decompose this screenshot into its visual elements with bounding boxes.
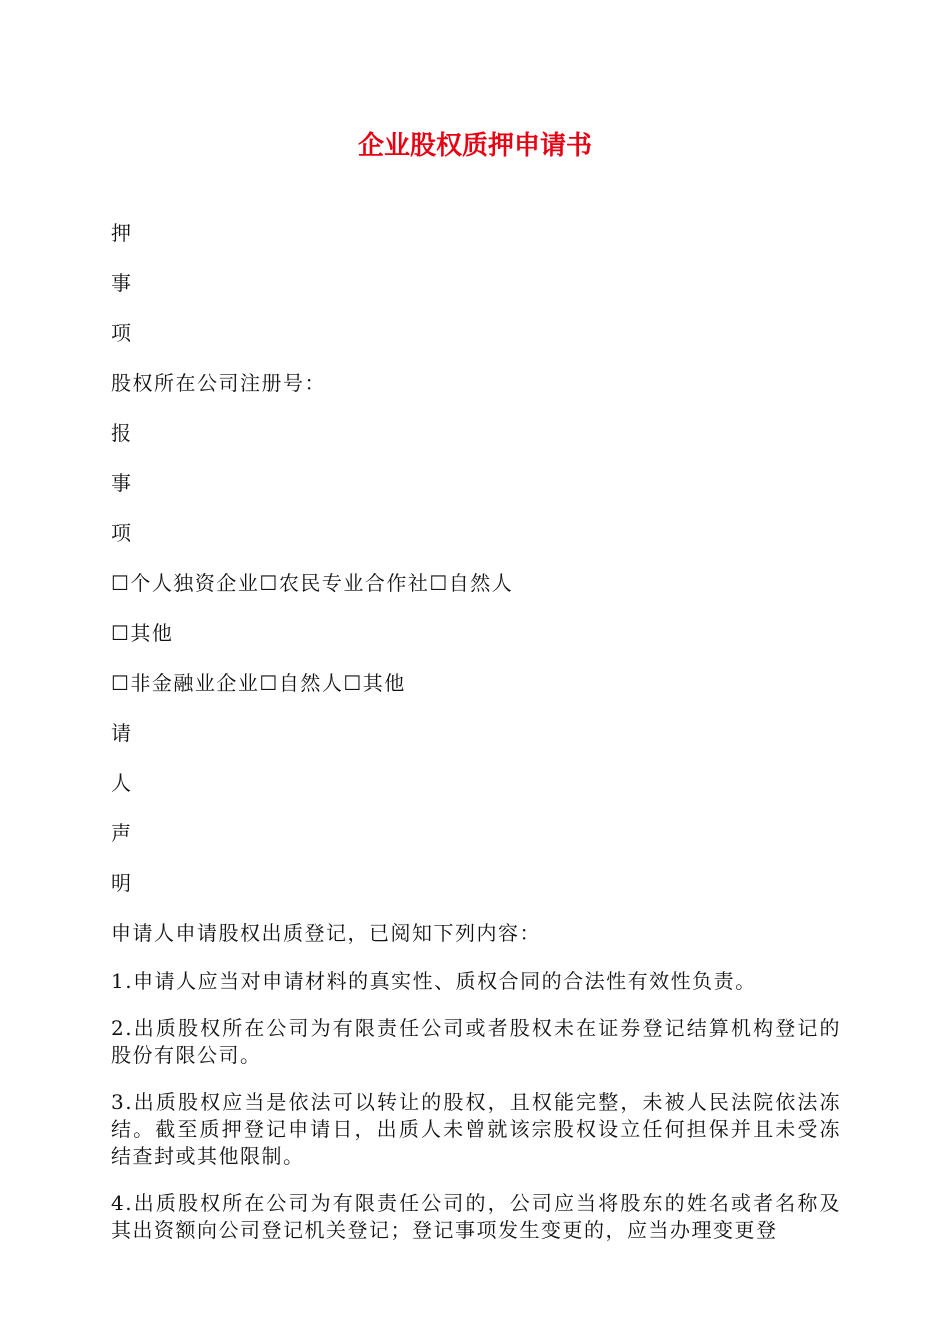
declaration-item-4: 4.出质股权所在公司为有限责任公司的，公司应当将股东的姓名或者名称及其出资额向公司登记机关登记；登记事项发生变更的，应当办理变更登 (111, 1191, 841, 1242)
declaration-intro: 申请人申请股权出质登记，已阅知下列内容： (111, 921, 541, 945)
text-line: 事 (111, 271, 133, 295)
text-line: 事 (111, 471, 133, 495)
declaration-item-2: 2.出质股权所在公司为有限责任公司或者股权未在证券登记结算机构登记的股份有限公司。 (111, 1016, 841, 1067)
text-line: 明 (111, 871, 133, 895)
checkbox-options-line: ☐非金融业企业☐自然人☐其他 (111, 671, 406, 695)
declaration-item-1: 1.申请人应当对申请材料的真实性、质权合同的合法性有效性负责。 (111, 969, 757, 993)
registration-number-label: 股权所在公司注册号： (111, 371, 326, 395)
checkbox-options-line: ☐其他 (111, 621, 174, 645)
document-title: 企业股权质押申请书 (357, 131, 592, 161)
checkbox-options-line: ☐个人独资企业☐农民专业合作社☐自然人 (111, 571, 514, 595)
text-line: 请 (111, 721, 133, 745)
text-line: 人 (111, 771, 133, 795)
declaration-item-3: 3.出质股权应当是依法可以转让的股权，且权能完整，未被人民法院依法冻结。截至质押登记申请日，出质人未曾就该宗股权设立任何担保并且未受冻结查封或其他限制。 (111, 1090, 841, 1168)
text-line: 项 (111, 321, 133, 345)
text-line: 声 (111, 821, 133, 845)
text-line: 押 (111, 221, 133, 245)
text-line: 报 (111, 421, 133, 445)
text-line: 项 (111, 521, 133, 545)
document-body (111, 218, 841, 1264)
